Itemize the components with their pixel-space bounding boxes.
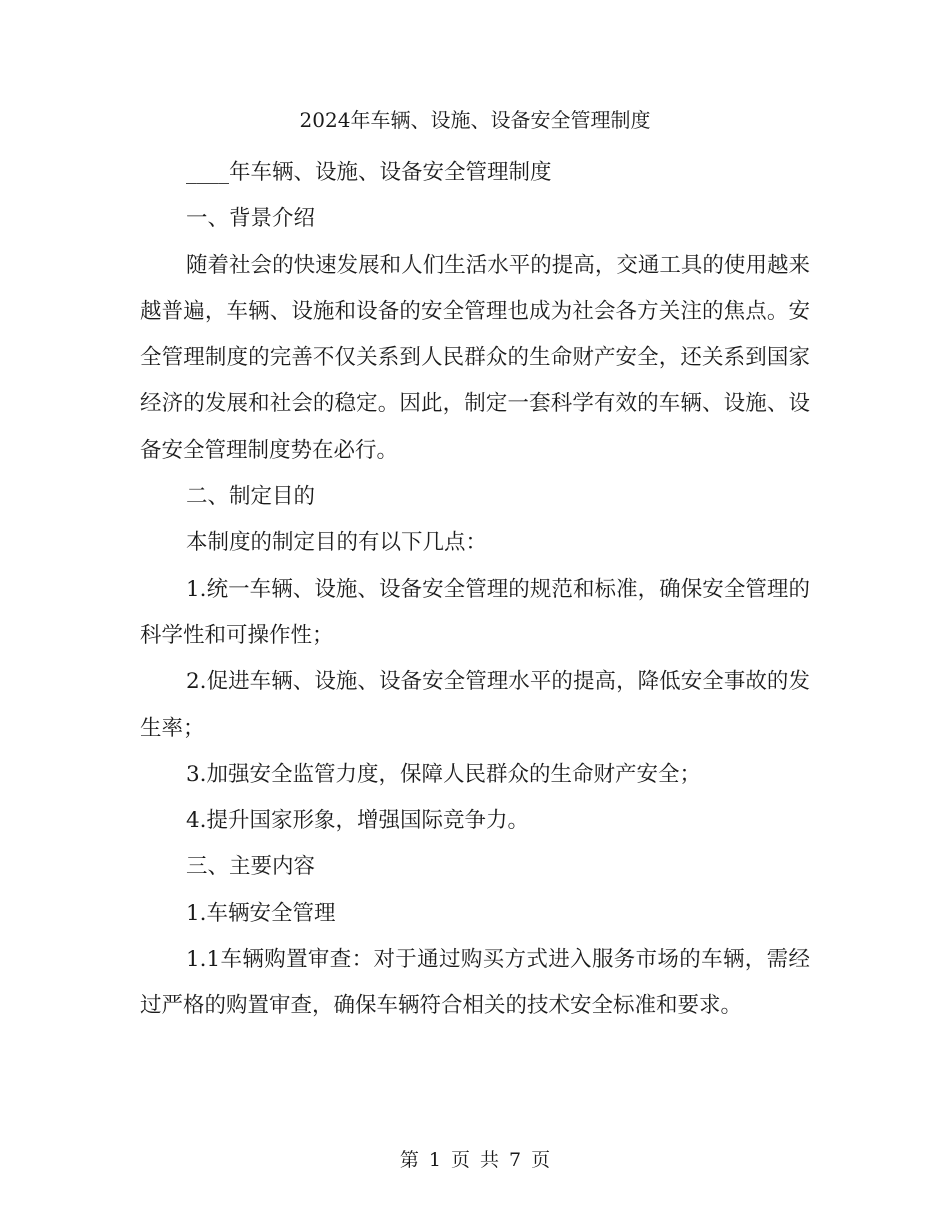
- subtitle-line: ____年车辆、设施、设备安全管理制度: [186, 160, 552, 185]
- paragraph-purpose-intro: 本制度的制定目的有以下几点：: [186, 530, 488, 556]
- paragraph-vehicle-purchase: 1.1车辆购置审查：对于通过购买方式进入服务市场的车辆，需经过严格的购置审查，确保车辆符合相关的技术安全标准和要求。: [140, 947, 810, 1019]
- paragraph-background: 随着社会的快速发展和人们生活水平的提高，交通工具的使用越来越普遍，车辆、设施和设备的安全管理也成为社会各方关注的焦点。安全管理制度的完善不仅关系到人民群众的生命财产安全，还关系到国家经济的发展和社会的稳定。因此，制定一套科学有效的车辆、设施、设备安全管理制度势在必行。: [140, 252, 810, 463]
- document-title: 2024年车辆、设施、设备安全管理制度: [299, 108, 651, 132]
- list-item-purpose-3: 3.加强安全监管力度，保障人民群众的生命财产安全；: [186, 761, 702, 787]
- list-item-purpose-1: 1.统一车辆、设施、设备安全管理的规范和标准，确保安全管理的科学性和可操作性；: [140, 576, 810, 648]
- section-heading-purpose: 二、制定目的: [186, 484, 316, 510]
- subsection-heading-vehicle: 1.车辆安全管理: [186, 900, 336, 926]
- section-heading-background: 一、背景介绍: [186, 206, 316, 232]
- document-body: [140, 150, 810, 1030]
- section-heading-content: 三、主要内容: [186, 854, 316, 880]
- page-number-footer: 第 1 页 共 7 页: [399, 1149, 551, 1171]
- list-item-purpose-2: 2.促进车辆、设施、设备安全管理水平的提高，降低安全事故的发生率；: [140, 669, 810, 741]
- list-item-purpose-4: 4.提升国家形象，增强国际竞争力。: [186, 808, 530, 834]
